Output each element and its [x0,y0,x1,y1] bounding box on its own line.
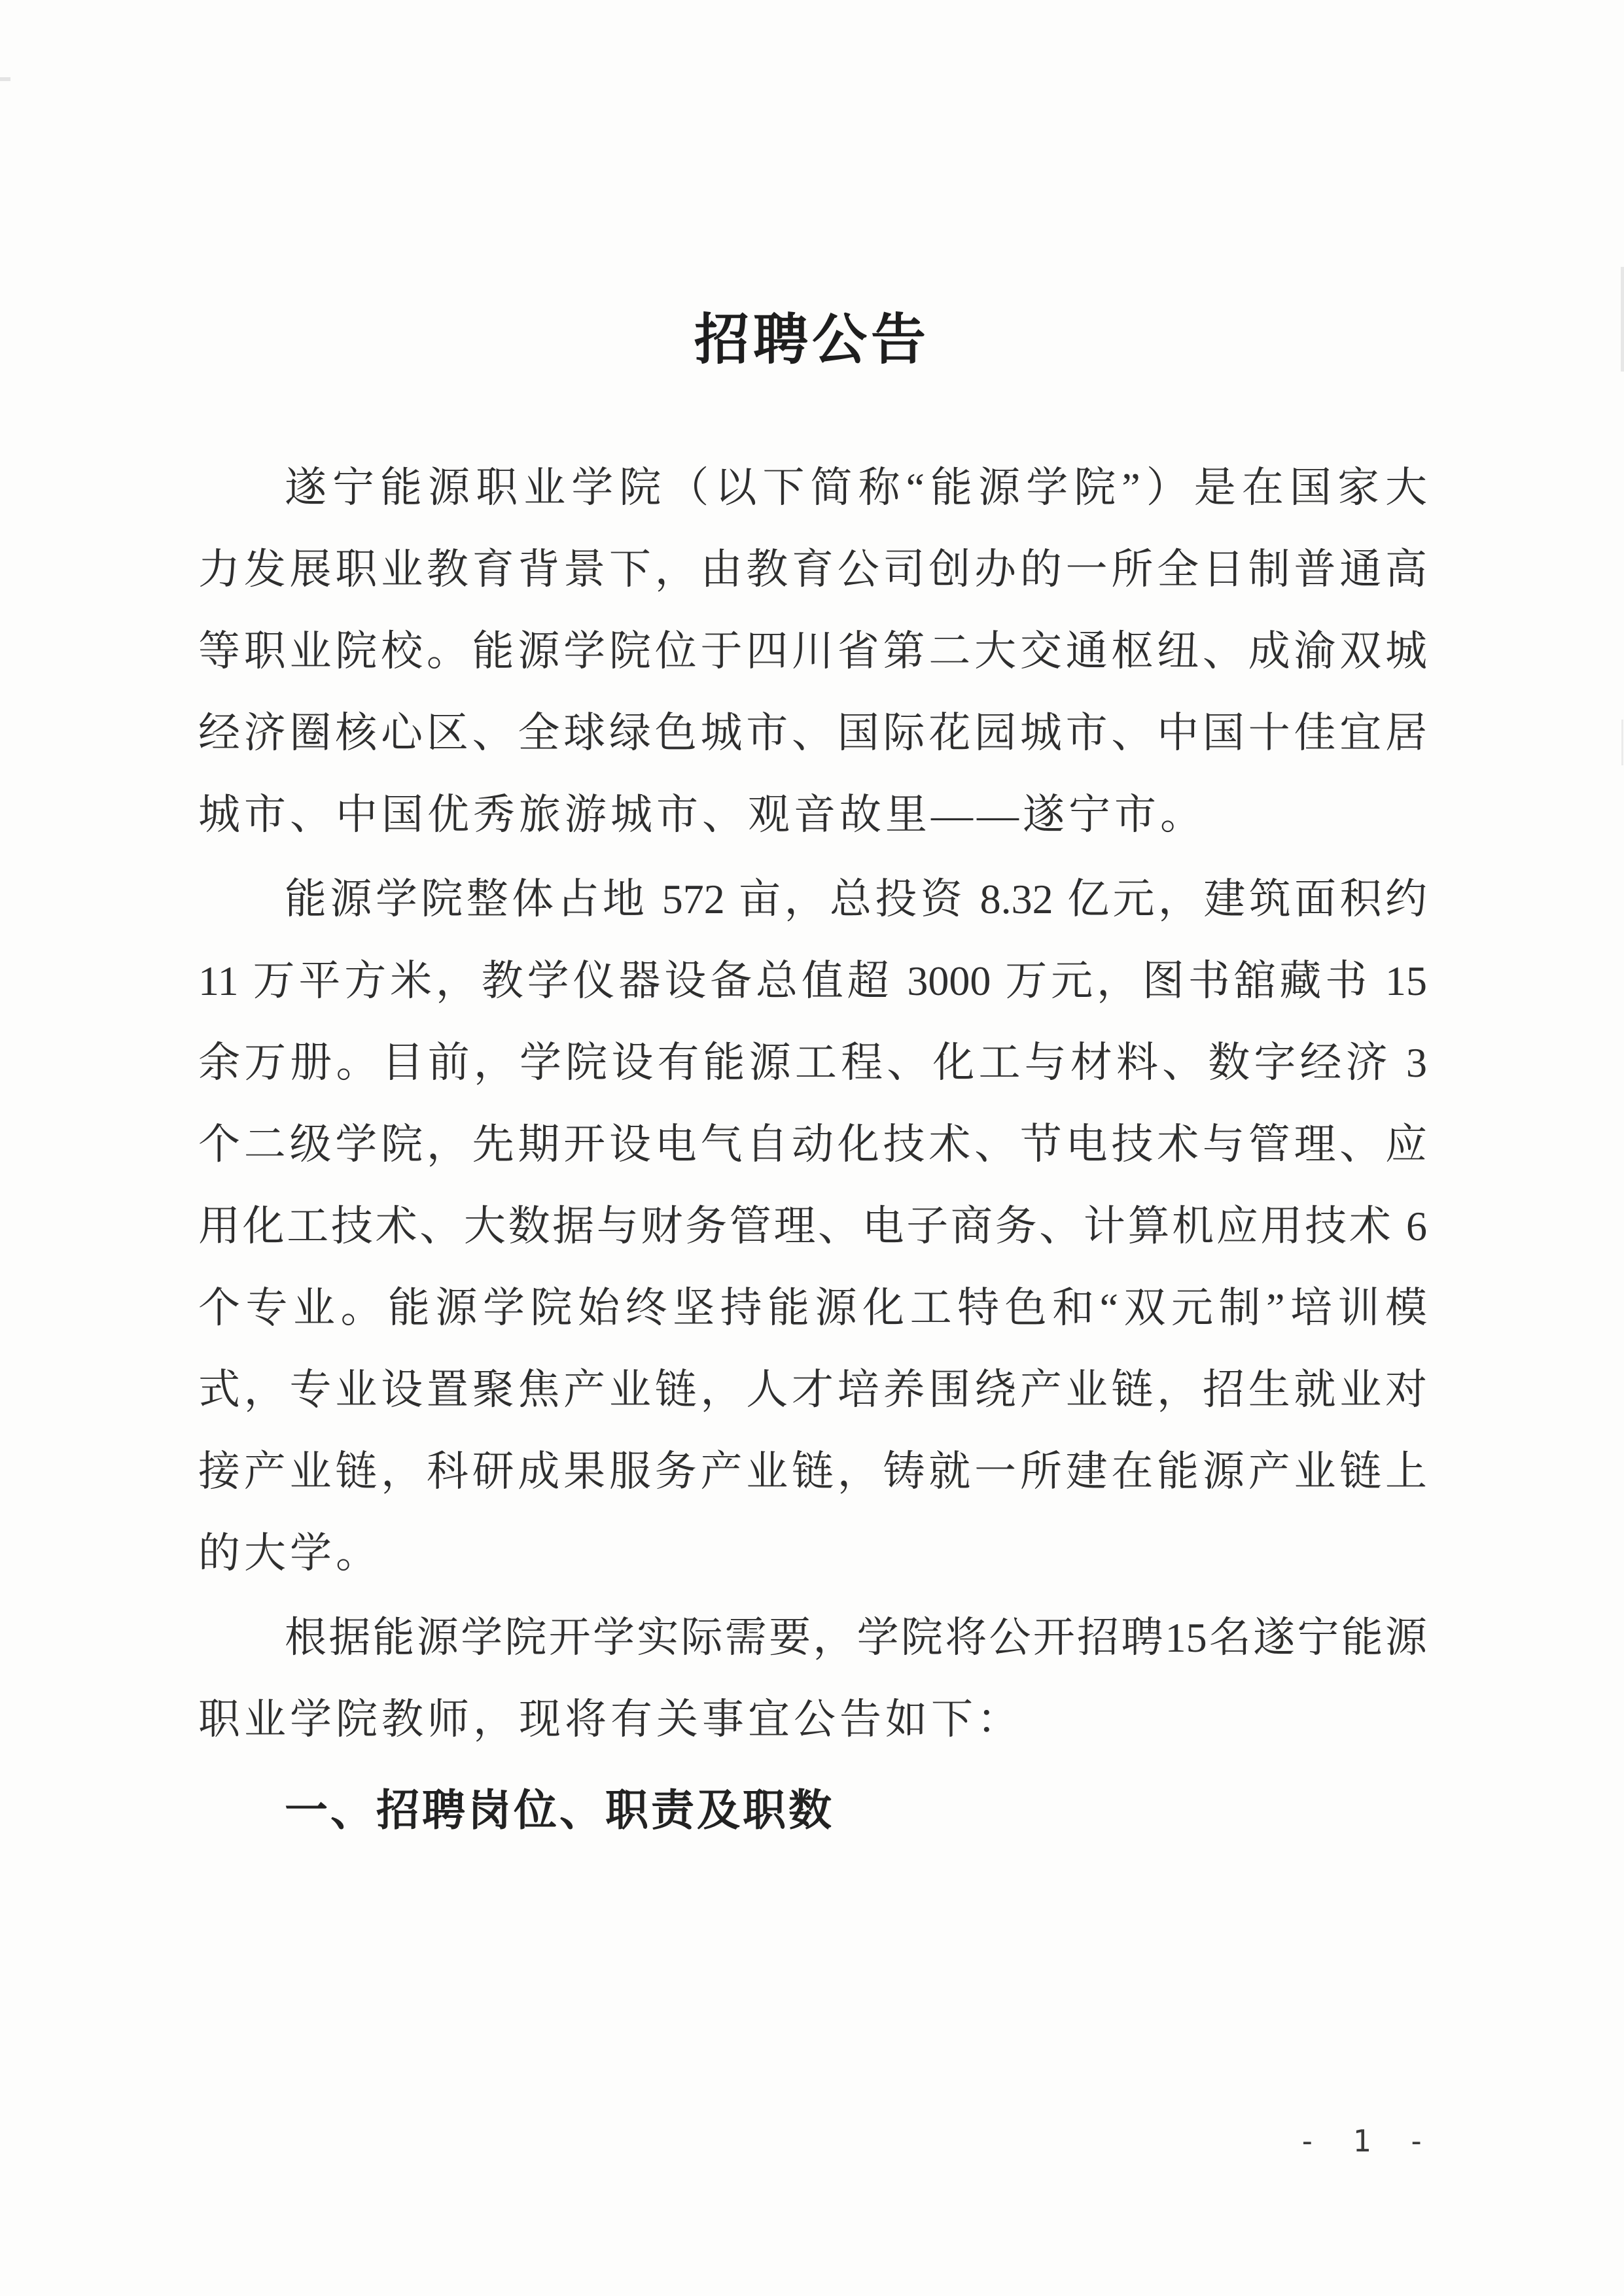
text-line: 根据能源学院开学实际需要，学院将公开招聘15名遂宁能源 [285,1614,1427,1661]
text-line: 用化工技术、大数据与财务管理、电子商务、计算机应用技术 6 [198,1203,1427,1249]
paragraph-intro [198,447,1427,856]
text-line: 的大学。 [198,1530,381,1576]
scan-artifact [1621,720,1623,765]
page-title: 招聘公告 [694,310,930,371]
section-heading: 一、招聘岗位、职责及职数 [285,1786,834,1834]
text-line: 式，专业设置聚焦产业链，人才培养围绕产业链，招生就业对 [198,1366,1427,1413]
paragraph-recruitment [198,1597,1427,1760]
scan-artifact [0,77,10,81]
text-line: 遂宁能源职业学院（以下简称“能源学院”）是在国家大 [285,464,1427,511]
text-line: 城市、中国优秀旅游城市、观音故里——遂宁市。 [198,791,1206,838]
text-line: 职业学院教师，现将有关事宜公告如下： [198,1696,1023,1743]
text-line: 接产业链，科研成果服务产业链，铸就一所建在能源产业链上 [198,1448,1427,1495]
text-line: 余万册。目前，学院设有能源工程、化工与材料、数字经济 3 [198,1039,1427,1086]
text-line: 个二级学院，先期开设电气自动化技术、节电技术与管理、应 [198,1121,1427,1168]
text-line: 能源学院整体占地 572 亩，总投资 8.32 亿元，建筑面积约 [285,876,1427,922]
text-line: 个专业。能源学院始终坚持能源化工特色和“双元制”培训模 [198,1285,1427,1331]
page-number: - 1 - [1298,2123,1435,2159]
document-body [198,447,1427,1851]
text-line: 经济圈核心区、全球绿色城市、国际花园城市、中国十佳宜居 [198,710,1427,756]
text-line: 11 万平方米，教学仪器设备总值超 3000 万元，图书舘藏书 15 [198,958,1427,1004]
paragraph-campus [198,858,1427,1594]
text-line: 力发展职业教育背景下，由教育公司创办的一所全日制普通高 [198,546,1427,593]
text-line: 等职业院校。能源学院位于四川省第二大交通枢纽、成渝双城 [198,628,1427,674]
